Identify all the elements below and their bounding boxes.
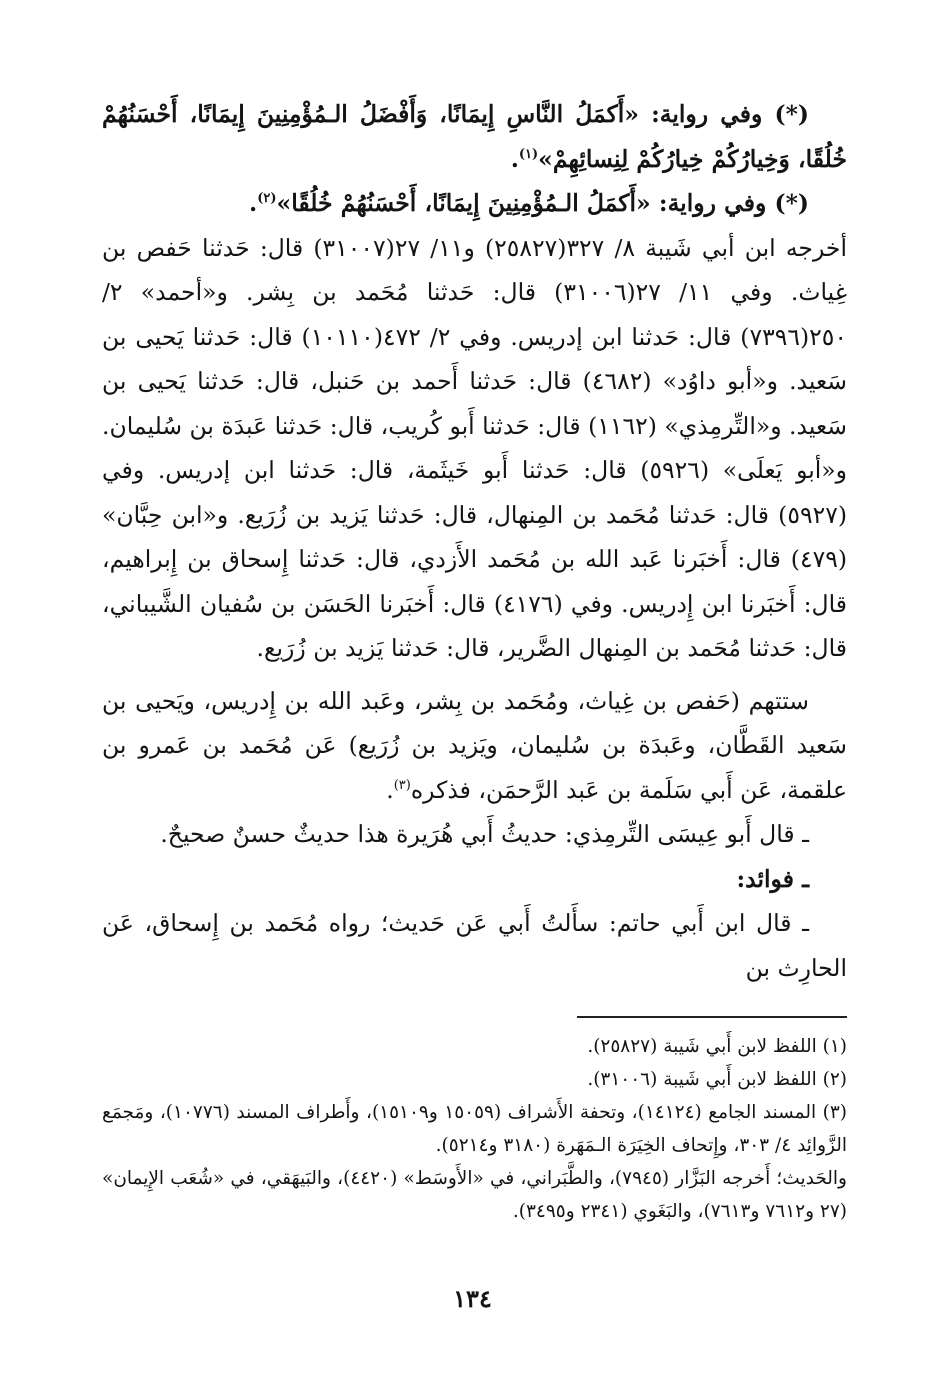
takhrij-paragraph: أخرجه ابن أبي شَيبة ٨/ ٣٢٧(٢٥٨٢٧) و١١/ ٢٧(٣١٠٠٧) قال: حَدثنا حَفص بن غِياث. وفي ١١/ ٢٧(٣١٠٠٦) قال: حَدثنا مُحَمد بن بِشر. و«أحمد» ٢/ ٢٥٠(٧٣٩٦) قال: حَدثنا ابن إدريس. وفي ٢/ ٤٧٢(١٠١١٠) قال: حَدثنا يَحيى بن سَعيد. و«أبو داوُد» (٤٦٨٢) قال: حَدثنا أَحمد بن حَنبل، قال: حَدثنا يَحيى بن سَعيد. و«التِّرمِذي» (١١٦٢) قال: حَدثنا أَبو كُريب، قال: حَدثنا عَبدَة بن سُليمان. و«أبو يَعلَى» (٥٩٢٦) قال: حَدثنا أَبو خَيثَمة، قال: حَدثنا ابن إدريس. وفي (٥٩٢٧) قال: حَدثنا مُحَمد بن المِنهال، قال: حَدثنا يَزيد بن زُرَيع. و«ابن حِبَّان» (٤٧٩) قال: أَخبَرنا عَبد الله بن مُحَمد الأَزدي، قال: حَدثنا إِسحاق بن إِبراهيم، قال: أَخبَرنا ابن إِدريس. وفي (٤١٧٦) قال: أَخبَرنا الحَسَن بن سُفيان الشَّيباني، قال: حَدثنا مُحَمد بن المِنهال الضَّرير، قال: حَدثنا يَزيد بن زُرَيع. bbox=[102, 233, 848, 662]
footnote-separator bbox=[577, 1016, 847, 1018]
footnote-ref-1[interactable]: (١) bbox=[518, 146, 539, 162]
main-text bbox=[102, 92, 847, 990]
hadith-variant-1: (*) وفي رواية: «أَكمَلُ النَّاسِ إِيمَانًا، وَأَفْضَلُ الـمُؤْمِنِينَ إِيمَانًا، أَحْسَنُهُمْ خُلُقًا، وَخِيارُكُمْ خِيارُكُمْ لِنِسائِهِمْ»$^{(١)}$. bbox=[102, 100, 847, 173]
footnote-3: (٣) المسند الجامع (١٤١٢٤)، وتحفة الأَشراف (١٥٠٥٩ و١٥١٠٩)، وأَطراف المسند (١٠٧٧٦)، ومَجمَع الزَّوائِد ٤/ ٣٠٣، وإِتحاف الخِيَرَة الـمَهَرة (٣١٨٠ و٥٢١٤). bbox=[102, 1102, 847, 1156]
footnotes bbox=[102, 1030, 847, 1228]
ibn-abi-hatim-paragraph: ـ قال ابن أَبي حاتم: سأَلتُ أَبي عَن حَديث؛ رواه مُحَمد بن إِسحاق، عَن الحارِث بن bbox=[102, 909, 847, 982]
isnad-paragraph: ستتهم (حَفص بن غِياث، ومُحَمد بن بِشر، وعَبد الله بن إِدريس، ويَحيى بن سَعيد القَطَّان، وعَبدَة بن سُليمان، ويَزيد بن زُرَيع) عَن مُحَمد بن عَمرو بن علقمة، عَن أَبي سَلَمة بن عَبد الرَّحمَن، فذكره$^{(٣)}$. bbox=[102, 686, 847, 804]
isnad-text: ستتهم (حَفص بن غِياث، ومُحَمد بن بِشر، وعَبد الله بن إِدريس، ويَحيى بن سَعيد القَطَّان، وعَبدَة بن سُليمان، ويَزيد بن زُرَيع) عَن مُحَمد بن عَمرو بن علقمة، عَن أَبي سَلَمة بن عَبد الرَّحمَن، فذكره bbox=[102, 686, 847, 804]
page-number: ١٣٤ bbox=[453, 1284, 492, 1313]
hadith-variant-1-text: (*) وفي رواية: «أَكمَلُ النَّاسِ إِيمَانًا، وَأَفْضَلُ الـمُؤْمِنِينَ إِيمَانًا، أَحْسَنُهُمْ خُلُقًا، وَخِيارُكُمْ خِيارُكُمْ لِنِسائِهِمْ» bbox=[102, 100, 847, 173]
fawaid-heading: ـ فوائد: bbox=[736, 864, 809, 893]
hadith-variant-2: (*) وفي رواية: «أَكمَلُ الـمُؤْمِنِينَ إِيمَانًا، أَحْسَنُهُمْ خُلُقًا»$^{(٢)}$. bbox=[249, 189, 809, 217]
footnote-3-continuation: والحَديث؛ أَخرجه البَزَّار (٧٩٤٥)، والطَّبَراني، في «الأَوسَط» (٤٤٢٠)، والبَيهَقي، في «شُعَب الإِيمان» (٢٧ و٧٦١٢ و٧٦١٣)، والبَغَوي (٢٣٤١ و٣٤٩٥). bbox=[102, 1168, 847, 1222]
footnote-2: (٢) اللفظ لابن أَبي شَيبة (٣١٠٠٦). bbox=[587, 1069, 847, 1090]
footnote-ref-2[interactable]: (٢) bbox=[257, 191, 277, 207]
footnote-ref-3[interactable]: (٣) bbox=[393, 777, 411, 793]
hadith-variant-2-text: (*) وفي رواية: «أَكمَلُ الـمُؤْمِنِينَ إِيمَانًا، أَحْسَنُهُمْ خُلُقًا» bbox=[276, 189, 809, 217]
footnote-1: (١) اللفظ لابن أَبي شَيبة (٢٥٨٢٧). bbox=[587, 1036, 847, 1057]
tirmidhi-ruling: ـ قال أَبو عِيسَى التِّرمِذي: حديثُ أَبي هُرَيرة هذا حديثٌ حسنٌ صحيحٌ. bbox=[160, 820, 809, 848]
